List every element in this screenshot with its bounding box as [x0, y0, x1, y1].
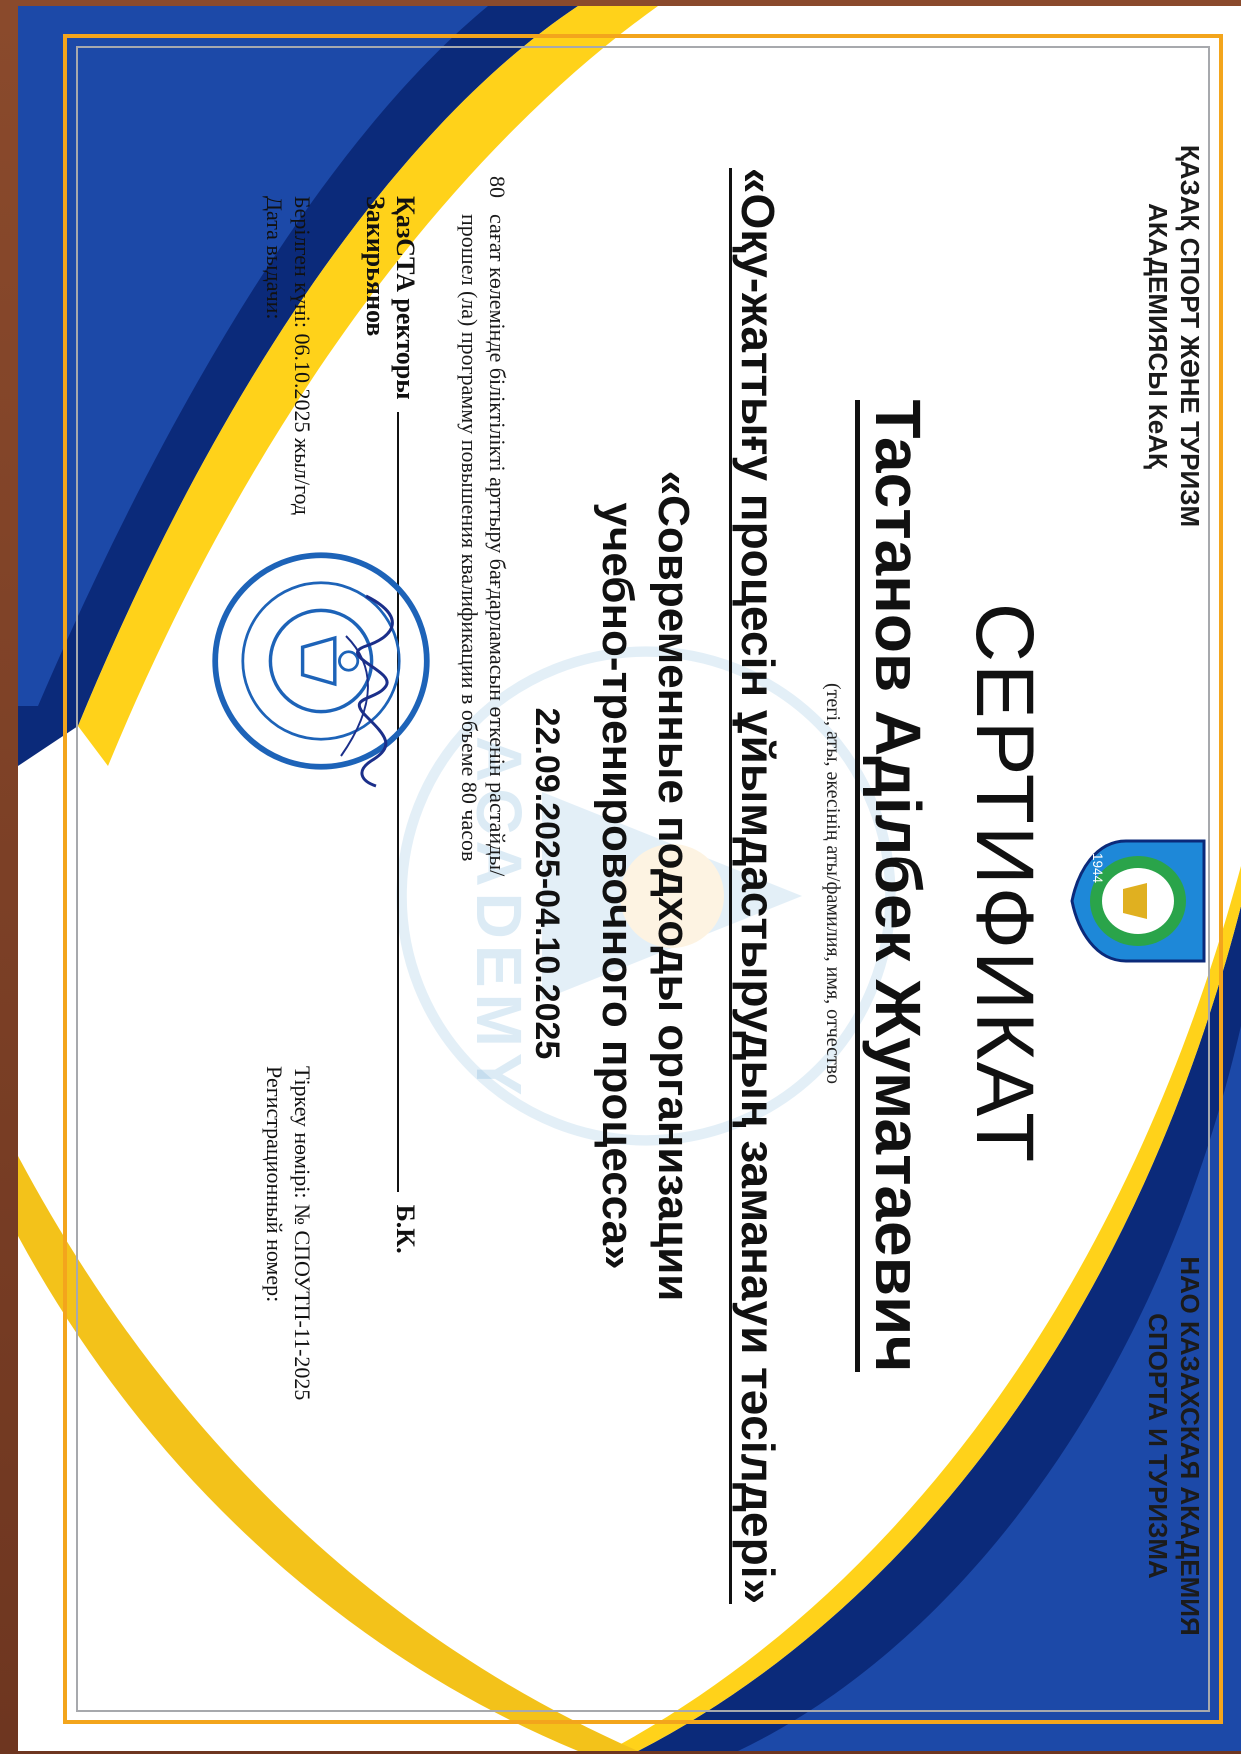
header-right-line1: НАО КАЗАХСКАЯ АКАДЕМИЯ: [1175, 1256, 1205, 1636]
recipient-name: [860, 196, 936, 1576]
name-caption: (тегі, аты, әкесінің аты/фамилия, имя, отчество: [822, 682, 844, 1084]
header-right-line2: СПОРТА И ТУРИЗМА: [1143, 1313, 1173, 1579]
registration-number-block: [260, 1066, 316, 1586]
emblem-year: 1944: [1090, 853, 1105, 884]
header-left-line2: АКАДЕМИЯСЫ КеАҚ: [1143, 203, 1173, 469]
rector-label: ҚазСТА ректоры: [391, 196, 420, 400]
program-title-ru: [589, 226, 701, 1546]
reg-number: № СПОУТП-11-2025: [290, 1203, 315, 1401]
program-title-kk-text: «Оқу-жаттығу процесін ұйымдастырудың заманауи тәсілдері»: [729, 168, 784, 1604]
program-title-kk: [730, 136, 786, 1636]
program-title-ru-line2: учебно-тренировочного процесса»: [593, 502, 642, 1270]
issued-label-ru: Дата выдачи:: [262, 196, 287, 320]
issue-date-block: [260, 196, 316, 696]
certificate-title: СЕРТИФИКАТ: [959, 602, 1050, 1165]
course-dates: 22.09.2025-04.10.2025: [528, 707, 566, 1060]
program-title-ru-line1: «Современные подходы организации: [649, 470, 698, 1302]
reg-label-kk: Тіркеу нөмірі:: [290, 1066, 315, 1199]
signature-underline: [397, 412, 421, 1192]
hours-line1: сағат көлемінде біліктілікті арттыру бағдарламасын өткенін растайды/: [485, 214, 510, 877]
certificate-content: [191, 76, 1236, 1691]
certificate-sheet: [18, 6, 1241, 1751]
hours-line2: прошел (ла) программу повышения квалификации в объеме 80 часов: [457, 214, 482, 862]
header-right: [1142, 1216, 1206, 1676]
issued-label-kk: Берілген күні:: [290, 196, 315, 328]
academy-emblem-icon: [1066, 826, 1216, 976]
header-left: [1142, 106, 1206, 566]
watermark-text: ACADEMY: [463, 736, 535, 1102]
issued-date: 06.10.2025 жыл/год: [290, 333, 315, 516]
reg-label-ru: Регистрационный номер:: [262, 1066, 287, 1303]
hours-number: 80: [485, 176, 510, 198]
handwritten-signature-icon: [316, 576, 436, 796]
header-left-line1: ҚАЗАҚ СПОРТ ЖӘНЕ ТУРИЗМ: [1175, 144, 1205, 528]
rector-name: Б.К. Закирьянов: [361, 196, 420, 1254]
recipient-name-text: Тастанов Аділбек Жуматаевич: [855, 400, 934, 1373]
hours-statement: [455, 176, 511, 1276]
